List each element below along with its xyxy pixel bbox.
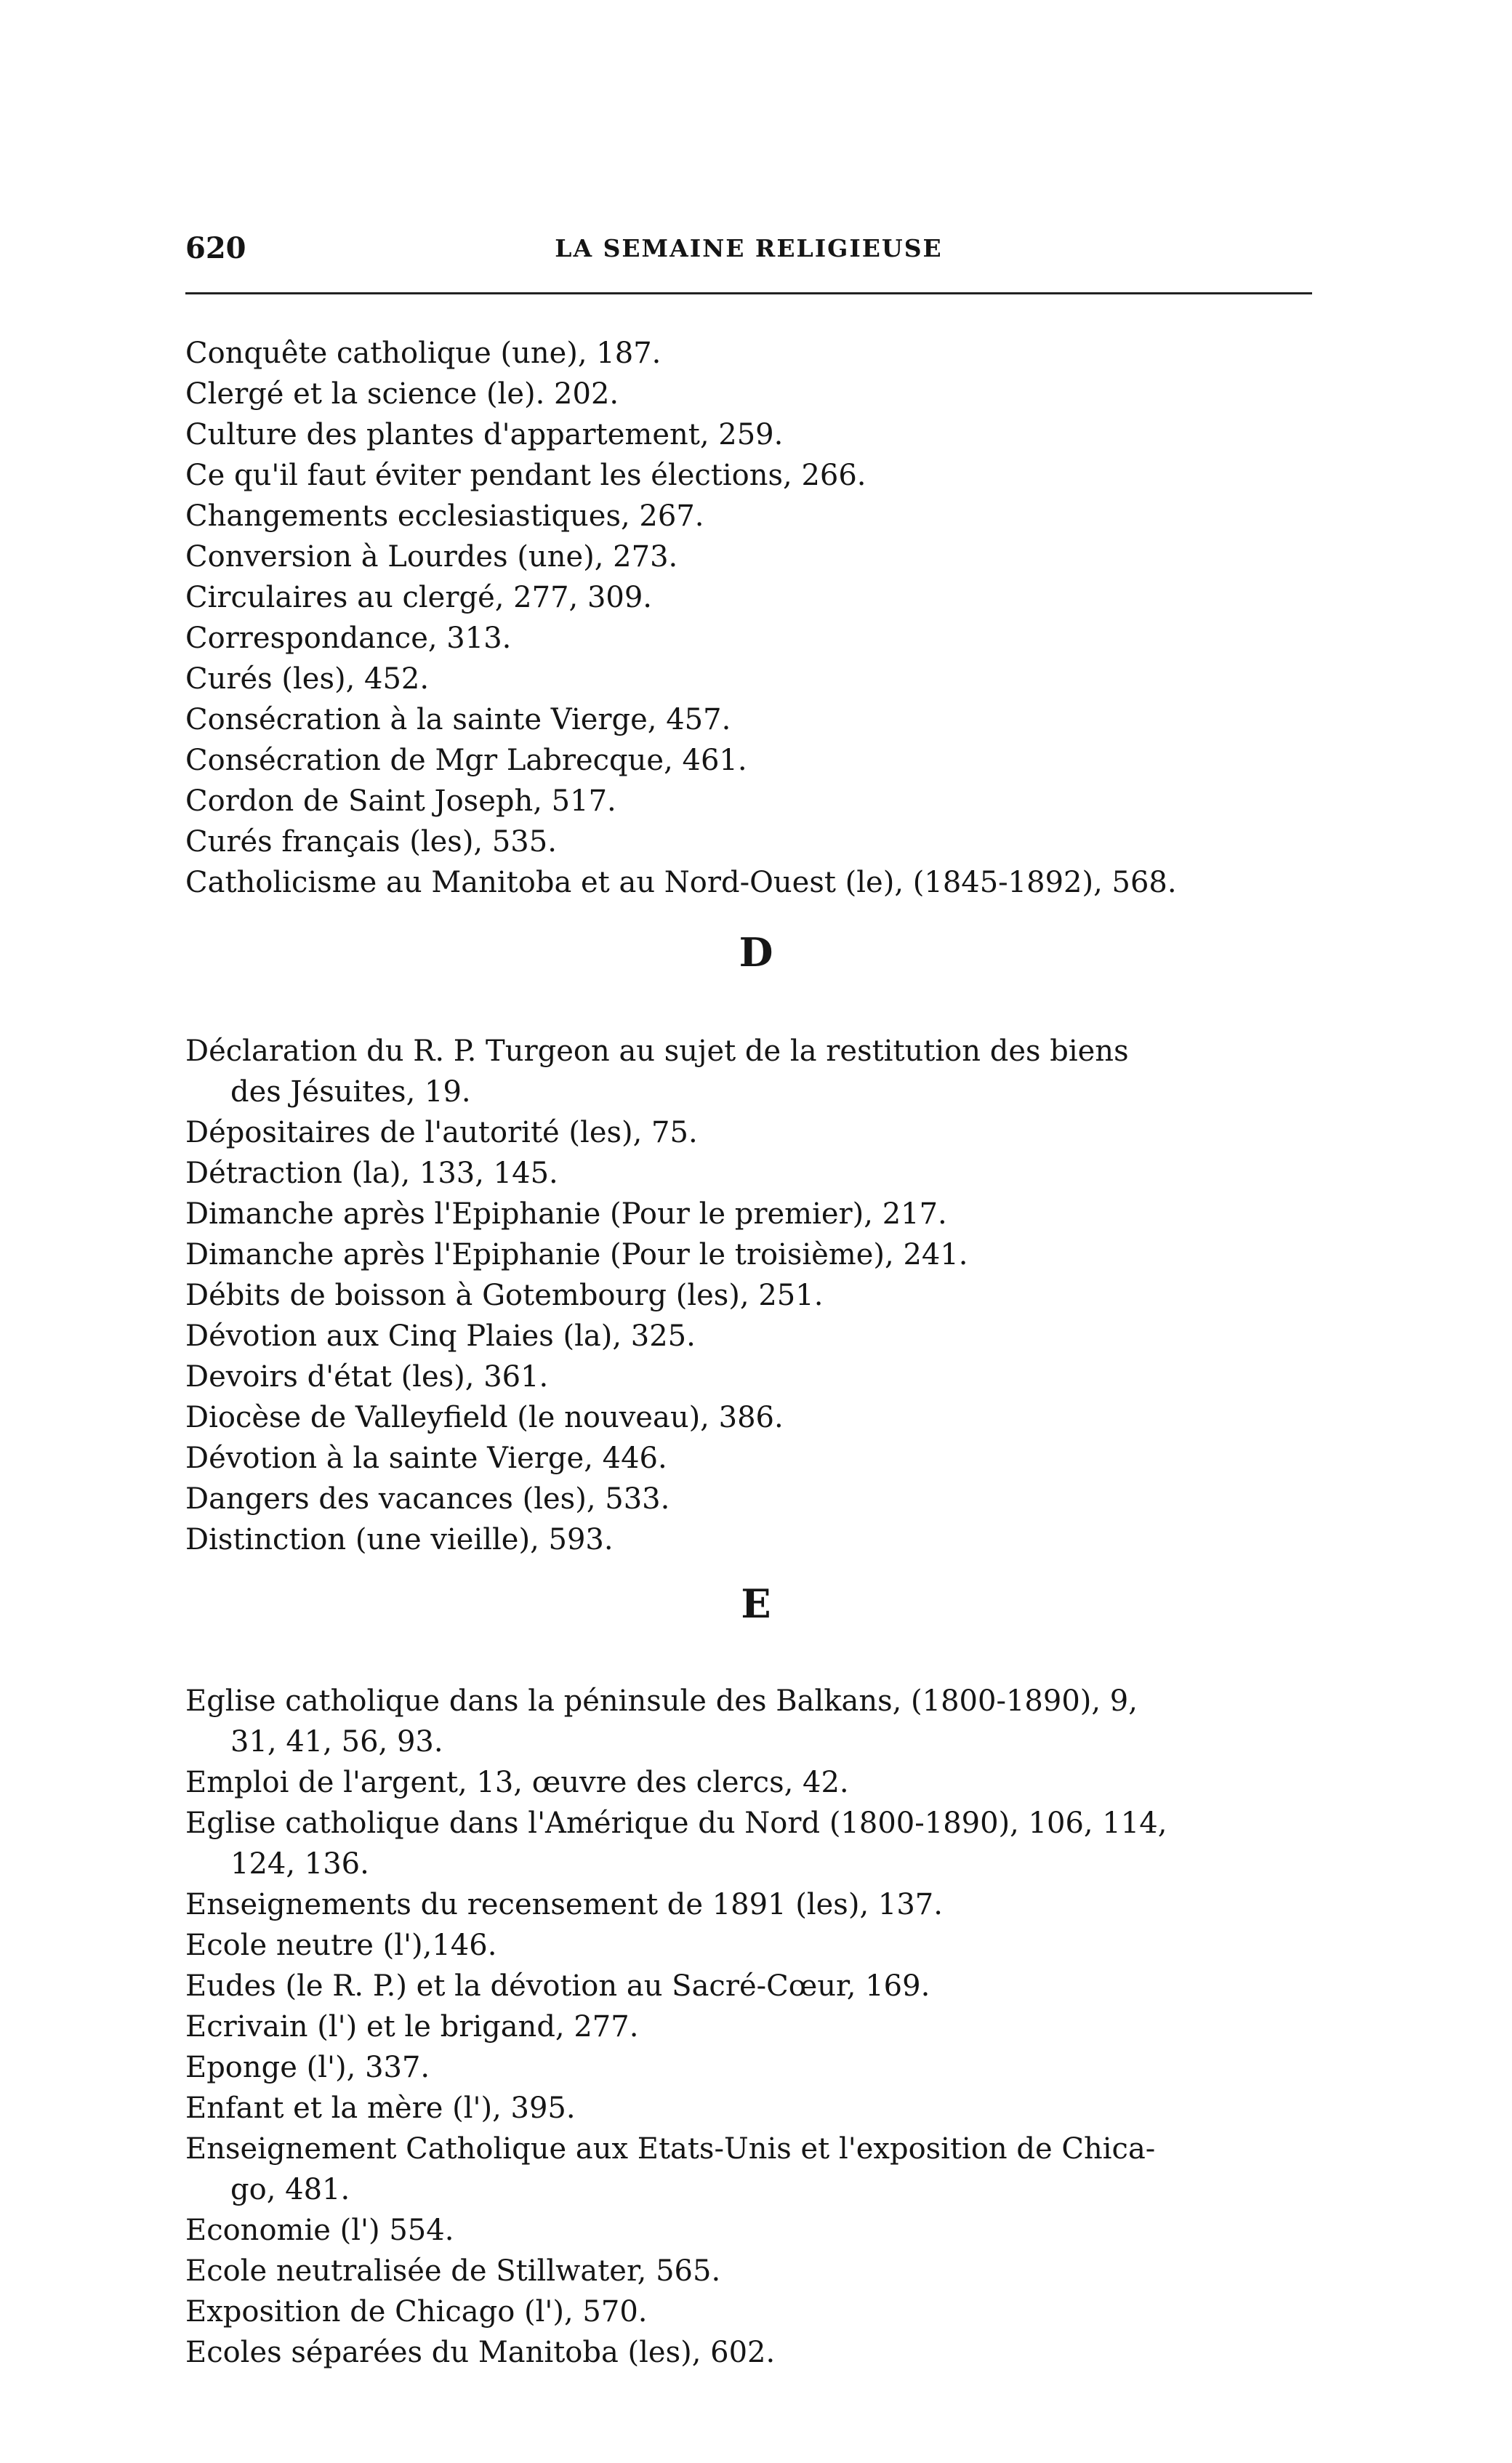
- index-entry: [185, 2129, 1334, 2210]
- index-entry-text: Dévotion à la sainte Vierge, 446.: [185, 1442, 667, 1475]
- index-entry: [185, 1884, 1334, 1925]
- page-number: 620: [185, 231, 246, 265]
- running-title: LA SEMAINE RELIGIEUSE: [555, 234, 943, 262]
- index-entry-text: Enseignement Catholique aux Etats-Unis et l'exposition de Chica-: [185, 2132, 1156, 2166]
- index-entry: [185, 1681, 1334, 1762]
- index-entry-text: Déclaration du R. P. Turgeon au sujet de la restitution des biens: [185, 1034, 1129, 1068]
- index-entry: Consécration de Mgr Labrecque, 461.: [185, 744, 747, 777]
- index-entry: [185, 2088, 1334, 2129]
- index-entry: Circulaires au clergé, 277, 309.: [185, 581, 653, 614]
- index-entry: Correspondance, 313.: [185, 622, 512, 655]
- index-entry-text: Ecole neutre (l'),146.: [185, 1929, 497, 1962]
- index-entry-text: Devoirs d'état (les), 361.: [185, 1360, 549, 1394]
- index-entry-text: Eponge (l'), 337.: [185, 2051, 430, 2084]
- index-entry-text: Dévotion aux Cinq Plaies (la), 325.: [185, 1319, 696, 1353]
- index-entry-text: Enseignements du recensement de 1891 (les), 137.: [185, 1888, 943, 1921]
- index-entry: [185, 2332, 1334, 2373]
- index-entry: [185, 1762, 1334, 1803]
- index-entry-continuation: go, 481.: [230, 2173, 350, 2206]
- index-entry-text: Exposition de Chicago (l'), 570.: [185, 2295, 648, 2329]
- index-entry-text: Dépositaires de l'autorité (les), 75.: [185, 1116, 698, 1149]
- header-rule: [185, 292, 1312, 294]
- index-entry: [185, 2006, 1334, 2047]
- index-entry: [185, 1438, 1334, 1479]
- index-entry: Curés français (les), 535.: [185, 825, 557, 859]
- index-entry: Conversion à Lourdes (une), 273.: [185, 540, 678, 574]
- index-entry: Ce qu'il faut éviter pendant les élections, 266.: [185, 459, 866, 492]
- index-entry-text: Enfant et la mère (l'), 395.: [185, 2092, 576, 2125]
- index-entry-continuation: 124, 136.: [230, 1847, 369, 1881]
- page-header: [185, 231, 1312, 275]
- index-entry-text: Dimanche après l'Epiphanie (Pour le premier), 217.: [185, 1197, 947, 1231]
- index-entry: [185, 1153, 1334, 1194]
- index-entry-text: Dimanche après l'Epiphanie (Pour le troisième), 241.: [185, 1238, 968, 1271]
- index-entry: [185, 2291, 1334, 2332]
- index-entry: [185, 1966, 1334, 2006]
- index-entry: [185, 1357, 1334, 1397]
- index-entry: [185, 1234, 1334, 1275]
- index-entry: Curés (les), 452.: [185, 662, 430, 696]
- index-entry: [185, 1519, 1334, 1560]
- index-entry: [185, 1275, 1334, 1316]
- index-entry-text: Eglise catholique dans la péninsule des Balkans, (1800-1890), 9,: [185, 1684, 1138, 1718]
- section-letter-d: D: [739, 929, 773, 976]
- index-entry: [185, 2210, 1334, 2251]
- index-entry-text: Eudes (le R. P.) et la dévotion au Sacré-Cœur, 169.: [185, 1969, 930, 2003]
- index-entry-text: Economie (l') 554.: [185, 2214, 454, 2247]
- index-entry-text: Ecoles séparées du Manitoba (les), 602.: [185, 2336, 776, 2369]
- index-entry-text: Emploi de l'argent, 13, œuvre des clercs, 42.: [185, 1766, 849, 1799]
- index-entry: [185, 1397, 1334, 1438]
- index-entry: [185, 1112, 1334, 1153]
- index-entry: [185, 1031, 1334, 1112]
- index-entry-continuation: 31, 41, 56, 93.: [230, 1725, 443, 1759]
- index-section-c: [185, 333, 1334, 903]
- index-entry: Cordon de Saint Joseph, 517.: [185, 784, 616, 818]
- index-entry-text: Débits de boisson à Gotembourg (les), 251.: [185, 1279, 824, 1312]
- index-entry-continuation: des Jésuites, 19.: [230, 1075, 471, 1109]
- index-entry-text: Ecrivain (l') et le brigand, 277.: [185, 2010, 639, 2044]
- index-entry: Culture des plantes d'appartement, 259.: [185, 418, 784, 451]
- index-entry: [185, 1803, 1334, 1884]
- index-entry: [185, 1316, 1334, 1357]
- section-letter-e: E: [741, 1580, 771, 1627]
- index-entry: [185, 1194, 1334, 1234]
- index-entry-text: Ecole neutralisée de Stillwater, 565.: [185, 2254, 721, 2288]
- index-entry: [185, 1925, 1334, 1966]
- index-entry: Clergé et la science (le). 202.: [185, 377, 619, 411]
- index-entry-text: Détraction (la), 133, 145.: [185, 1157, 558, 1190]
- index-entry-text: Diocèse de Valleyfield (le nouveau), 386.: [185, 1401, 784, 1434]
- index-entry: [185, 1479, 1334, 1519]
- index-entry: Consécration à la sainte Vierge, 457.: [185, 703, 731, 736]
- index-entry: [185, 2251, 1334, 2291]
- index-entry: Catholicisme au Manitoba et au Nord-Ouest (le), (1845-1892), 568.: [185, 866, 1177, 899]
- index-entry: Changements ecclesiastiques, 267.: [185, 499, 704, 533]
- index-entry-text: Eglise catholique dans l'Amérique du Nord (1800-1890), 106, 114,: [185, 1807, 1167, 1840]
- index-section-e: [185, 1681, 1334, 2373]
- index-entry-text: Distinction (une vieille), 593.: [185, 1523, 614, 1556]
- index-entry: [185, 2047, 1334, 2088]
- index-entry: Conquête catholique (une), 187.: [185, 337, 662, 370]
- index-entry-text: Dangers des vacances (les), 533.: [185, 1482, 670, 1516]
- index-section-d: [185, 1031, 1334, 1560]
